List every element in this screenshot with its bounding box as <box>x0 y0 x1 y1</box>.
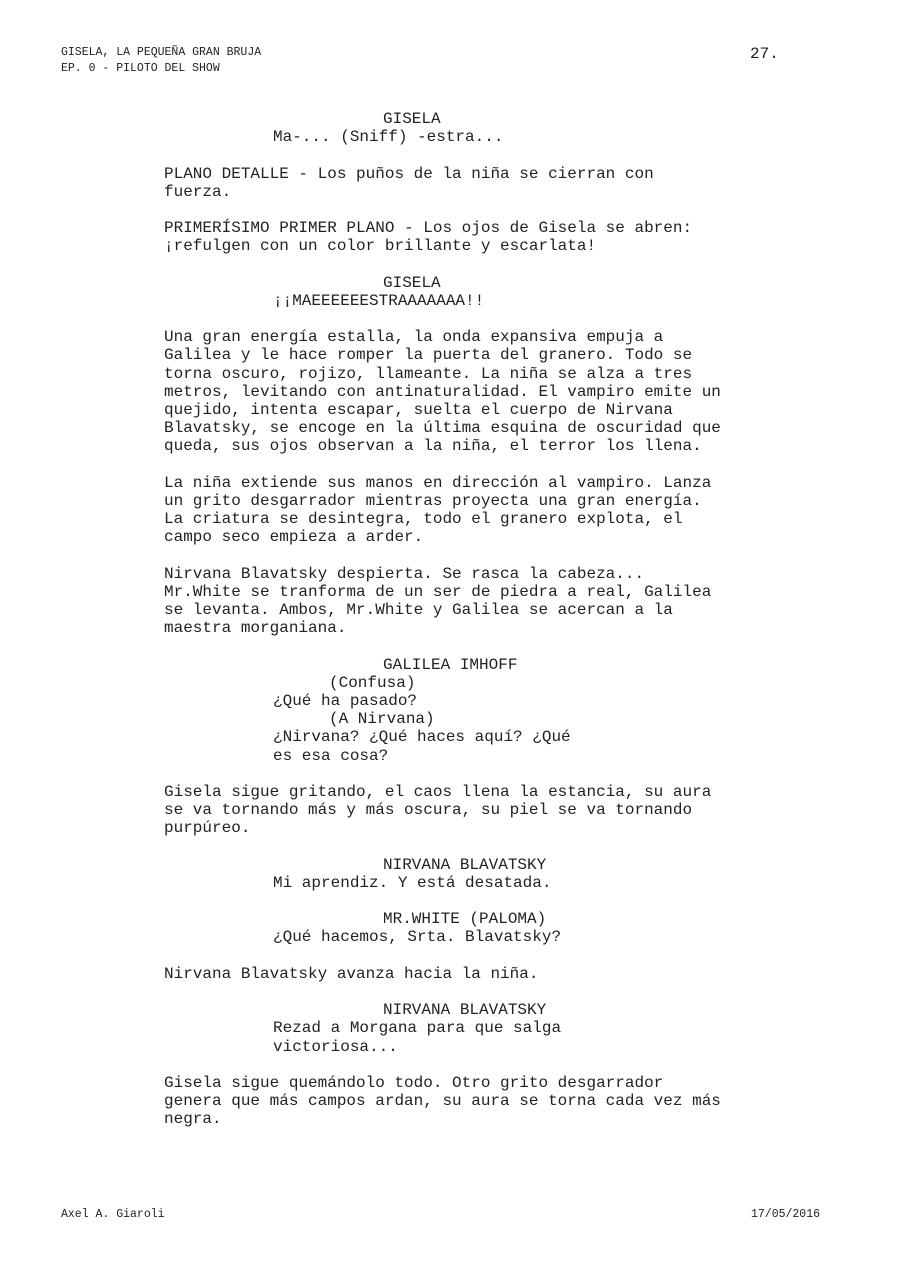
character-name: GALILEA IMHOFF <box>383 655 518 674</box>
dialogue-line: es esa cosa? <box>273 746 389 765</box>
action-line: purpúreo. <box>164 819 251 838</box>
dialogue-line: Mi aprendiz. Y está desatada. <box>273 873 552 892</box>
action-line: maestra morganiana. <box>164 619 347 638</box>
page-number: 27. <box>750 45 779 63</box>
action-line: negra. <box>164 1110 222 1129</box>
action-line: Gisela sigue gritando, el caos llena la estancia, su aura <box>164 782 712 801</box>
script-body <box>0 110 906 1129</box>
dialogue-line: victoriosa... <box>273 1037 398 1056</box>
parenthetical: (Confusa) <box>329 673 416 692</box>
action-line: La criatura se desintegra, todo el granero explota, el <box>164 510 683 529</box>
action-line: Nirvana Blavatsky avanza hacia la niña. <box>164 964 539 983</box>
page-header <box>61 45 261 77</box>
dialogue-line: ¿Qué hacemos, Srta. Blavatsky? <box>273 928 562 947</box>
action-line: genera que más campos ardan, su aura se torna cada vez más <box>164 1092 721 1111</box>
action-line: un grito desgarrador mientras proyecta una gran energía. <box>164 491 702 510</box>
dialogue-line: Rezad a Morgana para que salga <box>273 1019 562 1038</box>
action-line: Nirvana Blavatsky despierta. Se rasca la cabeza... <box>164 564 645 583</box>
action-line: campo seco empieza a arder. <box>164 528 424 547</box>
footer-author: Axel A. Giaroli <box>61 1208 165 1221</box>
action-line: La niña extiende sus manos en dirección al vampiro. Lanza <box>164 473 712 492</box>
character-name: GISELA <box>383 110 441 128</box>
action-line: se levanta. Ambos, Mr.White y Galilea se acercan a la <box>164 601 673 620</box>
dialogue-line: ¿Nirvana? ¿Qué haces aquí? ¿Qué <box>273 728 571 747</box>
dialogue-line: ¡¡MAEEEEEESTRAAAAAAA!! <box>273 291 485 310</box>
action-line: Galilea y le hace romper la puerta del granero. Todo se <box>164 346 693 365</box>
header-title: GISELA, LA PEQUEÑA GRAN BRUJA <box>61 46 262 59</box>
action-line: ¡refulgen con un color brillante y escarlata! <box>164 237 597 256</box>
dialogue-line: ¿Qué ha pasado? <box>273 692 418 710</box>
parenthetical: (A Nirvana) <box>329 710 435 729</box>
action-line: Gisela sigue quemándolo todo. Otro grito desgarrador <box>164 1073 664 1092</box>
header-episode: EP. 0 - PILOTO DEL SHOW <box>61 62 220 75</box>
action-line: quejido, intenta escapar, suelta el cuerpo de Nirvana <box>164 401 673 419</box>
action-line: Blavatsky, se encoge en la última esquina de oscuridad que <box>164 419 721 438</box>
action-line: se va tornando más y más oscura, su piel se va tornando <box>164 801 693 820</box>
action-line: Mr.White se tranforma de un ser de piedra a real, Galilea <box>164 582 712 601</box>
action-line: Una gran energía estalla, la onda expansiva empuja a <box>164 328 664 347</box>
action-line: PRIMERÍSIMO PRIMER PLANO - Los ojos de Gisela se abren: <box>164 219 693 238</box>
character-name: NIRVANA BLAVATSKY <box>383 1001 547 1020</box>
action-line: PLANO DETALLE - Los puños de la niña se cierran con <box>164 164 654 183</box>
action-line: metros, levitando con antinaturalidad. El vampiro emite un <box>164 382 721 401</box>
character-name: NIRVANA BLAVATSKY <box>383 855 547 874</box>
action-line: queda, sus ojos observan a la niña, el terror los llena. <box>164 437 702 456</box>
dialogue-line: Ma-... (Sniff) -estra... <box>273 128 504 147</box>
action-line: torna oscuro, rojizo, llameante. La niña se alza a tres <box>164 364 693 383</box>
character-name: GISELA <box>383 273 441 292</box>
character-name: MR.WHITE (PALOMA) <box>383 910 547 929</box>
action-line: fuerza. <box>164 182 232 201</box>
footer-date: 17/05/2016 <box>751 1208 821 1221</box>
